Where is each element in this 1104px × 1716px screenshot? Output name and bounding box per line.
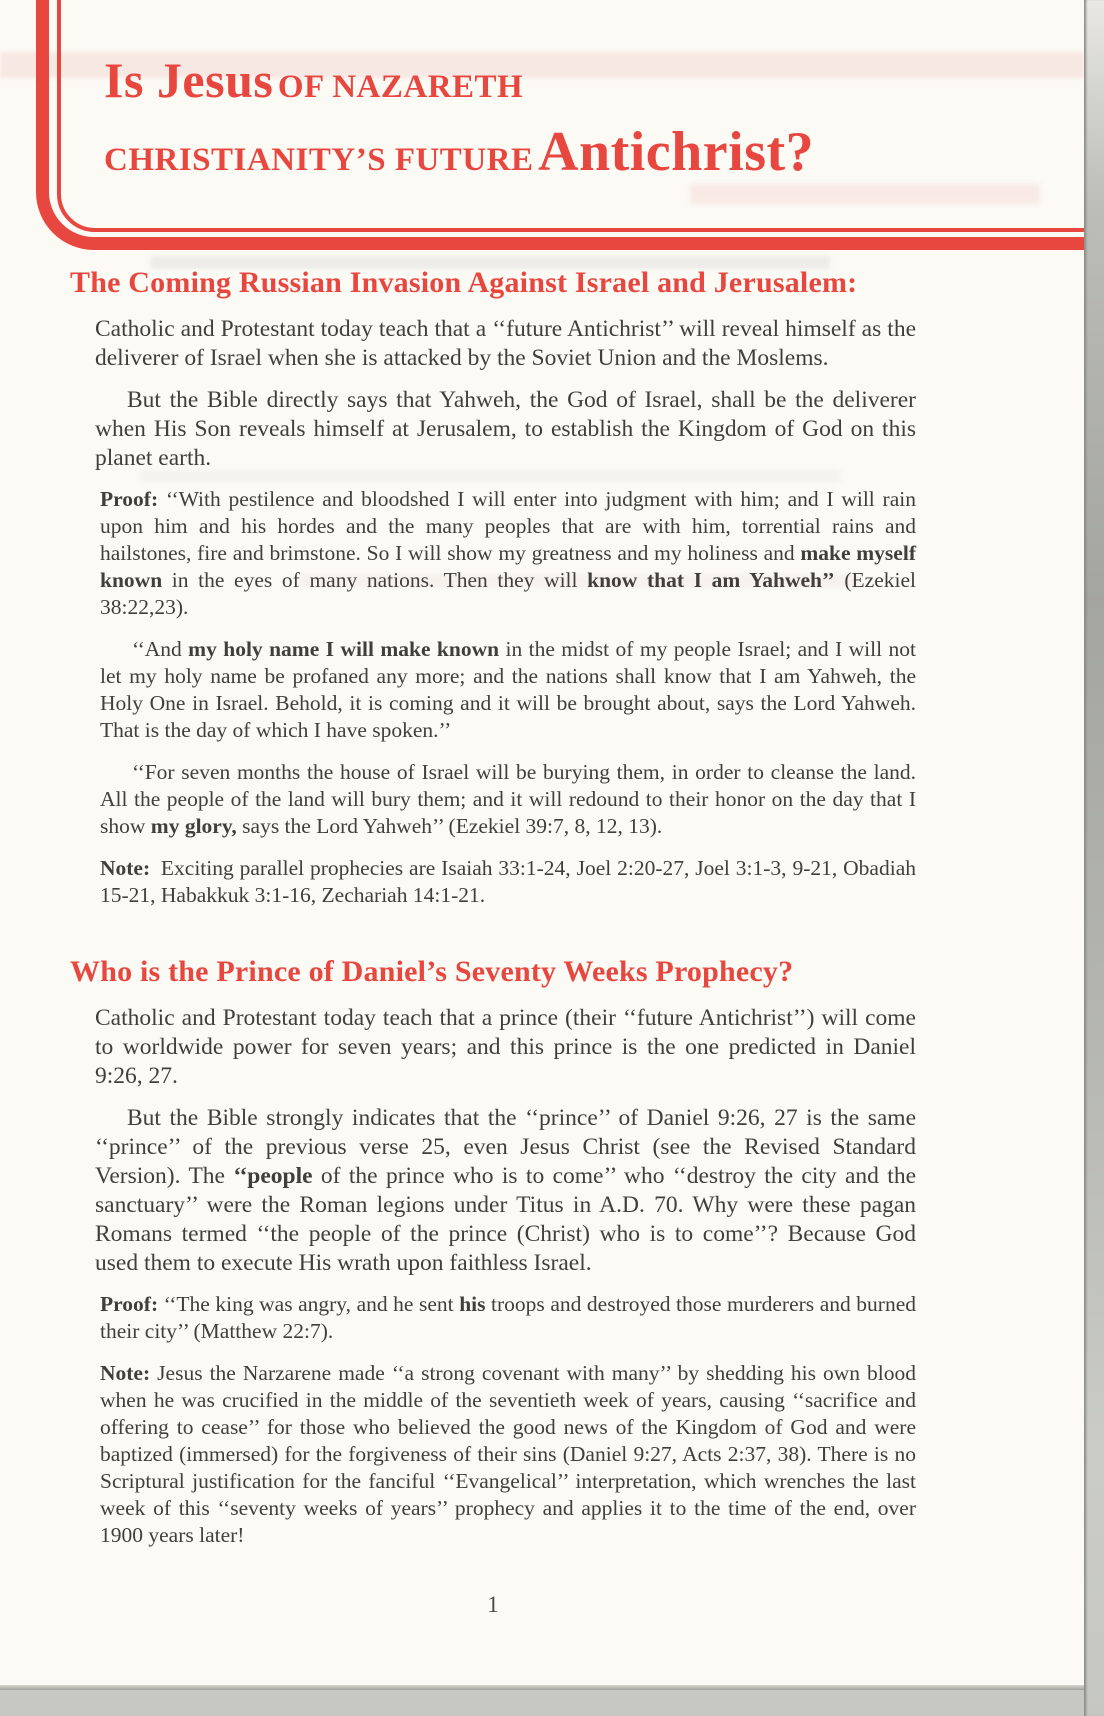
masthead-title xyxy=(104,54,814,181)
paragraph xyxy=(95,386,916,473)
title-is-jesus: Is Jesus xyxy=(104,52,274,108)
section-russian-invasion xyxy=(70,266,916,909)
title-of-nazareth: OF NAZARETH xyxy=(277,69,524,105)
emphasis-text: his xyxy=(459,1292,486,1316)
paragraph xyxy=(100,1291,916,1345)
page-number: 1 xyxy=(487,1592,499,1617)
scanner-background-bottom xyxy=(0,1690,1104,1716)
emphasis-text: my holy name I will make known xyxy=(188,637,500,661)
paragraph-text: troops and destroyed those murderers and burned their city’’ (Matthew 22:7). xyxy=(100,1292,916,1343)
title-christianitys-future: CHRISTIANITY’S FUTURE xyxy=(104,141,534,178)
emphasis-text: Note: xyxy=(100,1361,151,1385)
section-paragraphs xyxy=(70,1004,916,1549)
paragraph xyxy=(100,759,916,840)
masthead-title-line1 xyxy=(104,54,814,107)
paragraph-text: ‘‘And xyxy=(132,637,189,661)
paragraph-text: in the midst of my people Israel; and I will not let my holy name be profaned any more; and the nations shall know that I am Yahweh, the Holy One in Israel. Behold, it is coming and it will be brought about, says the Lord Yahweh. That is the day of which I have spoken.’’ xyxy=(100,637,916,742)
paragraph-text: ‘‘For seven months the house of Israel will be burying them, in order to cleanse the land. All the people of the land will bury them; and it will redound to their honor on the day that I show xyxy=(100,760,916,838)
emphasis-text: ‘‘people xyxy=(233,1163,313,1189)
paragraph-text: But the Bible directly says that Yahweh, the God of Israel, shall be the deliverer when His Son reveals himself at Jerusalem, to establish the Kingdom of God on this planet earth. xyxy=(95,387,916,471)
emphasis-text: Proof: xyxy=(100,487,159,511)
paragraph-text: ‘‘With pestilence and bloodshed I will enter into judgment with him; and I will rain upon him and his hordes and the many peoples that are with him, torrential rains and hailstones, fire and brimstone. So I will show my greatness and my holiness and xyxy=(100,487,916,565)
paragraph-text: says the Lord Yahweh’’ (Ezekiel 39:7, 8, 12, 13). xyxy=(236,814,663,838)
paragraph xyxy=(100,486,916,621)
paragraph-text: But the Bible strongly indicates that the ‘‘prince’’ of Daniel 9:26, 27 is the same ‘‘prince’’ of the previous verse 25, even Jesus Christ (see the Revised Standard Version). The xyxy=(95,1105,916,1189)
paragraph xyxy=(100,1360,916,1549)
paragraph-text: Jesus the Narzarene made ‘‘a strong covenant with many’’ by shedding his own blood when he was crucified in the middle of the seventieth week of years, causing ‘‘sacrifice and offering to cease’’ for those who believed the good news of the Kingdom of God and were baptized (immersed) for the forgiveness of their sins (Daniel 9:27, Acts 2:37, 38). There is no Scriptural justification for the fanciful ‘‘Evangelical’’ interpretation, which wrenches the last week of this ‘‘seventy weeks of years’’ prophecy and applies it to the time of the end, over 1900 years later! xyxy=(100,1361,916,1547)
emphasis-text: my glory, xyxy=(150,814,237,838)
paragraph-text: (Ezekiel 38:22,23). xyxy=(100,568,916,619)
emphasis-text: know that I am Yahweh’’ xyxy=(587,568,835,592)
paragraph-text: of the prince who is to come’’ who ‘‘destroy the city and the sanctuary’’ were the Roman legions under Titus in A.D. 70. Why were these pagan Romans termed ‘‘the people of the prince (Christ) who is to come’’? Because God used them to execute His wrath upon faithless Israel. xyxy=(95,1163,917,1276)
emphasis-text: Note: xyxy=(100,856,151,880)
paragraph xyxy=(95,1104,916,1278)
paragraph-text: in the eyes of many nations. Then they will xyxy=(162,568,588,592)
paragraph-text: Catholic and Protestant today teach that a ‘‘future Antichrist’’ will reveal himself as the deliverer of Israel when she is attacked by the Soviet Union and the Moslems. xyxy=(95,316,916,371)
section-seventy-weeks xyxy=(70,955,916,1549)
emphasis-text: Proof: xyxy=(100,1292,159,1316)
section-heading: Who is the Prince of Daniel’s Seventy Weeks Prophecy? xyxy=(70,955,794,988)
article-content xyxy=(70,266,916,1564)
paper-right-edge xyxy=(1084,0,1104,1716)
section-heading: The Coming Russian Invasion Against Israel and Jerusalem: xyxy=(70,266,858,299)
masthead-title-line2 xyxy=(104,120,815,183)
paragraph xyxy=(95,1004,916,1091)
paragraph-text: ‘‘The king was angry, and he sent xyxy=(158,1292,460,1316)
paragraph xyxy=(100,855,916,909)
title-antichrist: Antichrist? xyxy=(538,120,815,183)
paragraph xyxy=(95,315,916,373)
paragraph-text: Exciting parallel prophecies are Isaiah 33:1-24, Joel 2:20-27, Joel 3:1-3, 9-21, Obadiah 15-21, Habakkuk 3:1-16, Zechariah 14:1-21. xyxy=(100,856,916,907)
paragraph xyxy=(100,636,916,744)
paragraph-text: Catholic and Protestant today teach that a prince (their ‘‘future Antichrist’’) will come to worldwide power for seven years; and this prince is the one predicted in Daniel 9:26, 27. xyxy=(95,1005,916,1089)
emphasis-text: make myself known xyxy=(100,541,916,592)
section-paragraphs xyxy=(70,315,916,909)
